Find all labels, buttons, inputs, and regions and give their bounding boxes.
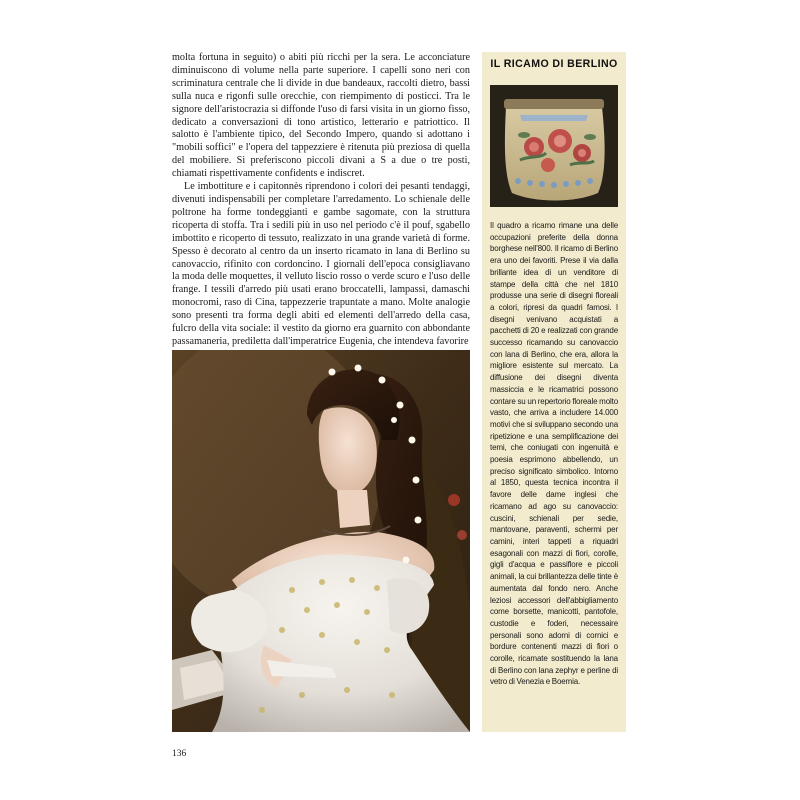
sidebar-body-text: Il quadro a ricamo rimane una delle occupazioni preferite della donna borghese nell'800. Il ricamo di Berlino era uno dei favoriti. Prese il via dalla brillante idea di un venditore di stampe della città che nel 1810 produsse una serie di disegni floreali a colori, ripresi da quadri famosi. I disegni venivano acquistati a pacchetti di 20 e realizzati con grande successo ricamando su canovaccio con lana di Berlino, che era, allora la migliore esistente sul mercato. La diffusione dei disegni diventa massiccia e le ricamatrici possono contare su un repertorio floreale molto vasto, che arriva a includere 14.000 motivi che si sviluppano secondo una ripetizione e una semplificazione dei temi, che coniugati con ingenuità e poesia esprimono abbellendo, un preciso significato simbolico. Intorno al 1850, questa tecnica incontra il favore delle dame inglesi che ricamano ad ago su canovaccio: cuscini, schienali per sedie, mantovane, paraventi, schermi per camini, interi tappeti a riquadri esagonali con mazzi di fiori, corolle, gigli d'acqua e passiflore e piccoli animali, la cui brillantezza delle tinte è aumentata dal fondo nero. Anche leziosi accessori dell'abbigliamento come borsette, manicotti, pantofole, custodie e foderi, necessaire personali sono adorni di cornici e bordure contenenti mazzi di fiori o corolle, ricamate sostituendo la lana di Berlino con lana zephyr e perline di vetro di Venezia e Boemia. (490, 221, 618, 687)
main-text-column (172, 52, 470, 349)
portrait-painting (172, 350, 470, 732)
embroidered-purse-image (490, 85, 618, 207)
page-number: 136 (172, 749, 187, 759)
paragraph: Le imbottiture e i capitonnès riprendono i colori dei pesanti tendaggi, divenuti indispensabili per completare l'arredamento. Lo schienale delle poltrone ha forme tondeggianti e gambe sagomate, con la struttura ricoperta di stoffa. Tra i sedili più in uso nel periodo c'è il pouf, sgabello imbottito e ricoperto di tessuto, realizzato in una grande varietà di forme. Spesso è decorato al centro da un inserto ricamato in lana di Berlino su canovaccio, rifinito con cordoncino. I giornali dell'epoca consigliavano la moda delle moquettes, il velluto liscio rosso o verde scuro e l'uso delle frange. I tessili d'arredo più usati erano broccatelli, lampassi, damaschi monocromi, raso di Cina, tappezzerie trapuntate a mano. Molte analogie sono presenti tra forma degli abiti ed elementi dell'arredo della casa, fulcro della vita sociale: il vestito da giorno era guarnito con abbondante passamaneria, prediletta dall'imperatrice Eugenia, che intendeva favorire (172, 181, 470, 347)
sidebar-title: IL RICAMO DI BERLINO (490, 58, 618, 70)
sidebar-box (482, 52, 626, 732)
paragraph: molta fortuna in seguito) o abiti più ricchi per la sera. Le acconciature diminuiscono di volume nella parte superiore. I capelli sono neri con scriminatura centrale che li divide in due bandeaux, raccolti dietro, bassi sulla nuca e rigonfi sulle orecchie, con riempimento di posticci. Tra le signore dell'aristocrazia si diffonde l'uso di farsi visita in un giorno fisso, dedicato a conversazioni di tono artistico, letterario e patriottico. Il salotto è l'ambiente tipico, del Secondo Impero, quando si adottano i "mobili soffici" e l'opera del tappezziere è ritenuta più preziosa di quella del mobiliere. Si preferiscono piccoli divani a S a due o tre posti, chiamati rispettivamente confidents e indiscret. (172, 52, 470, 180)
